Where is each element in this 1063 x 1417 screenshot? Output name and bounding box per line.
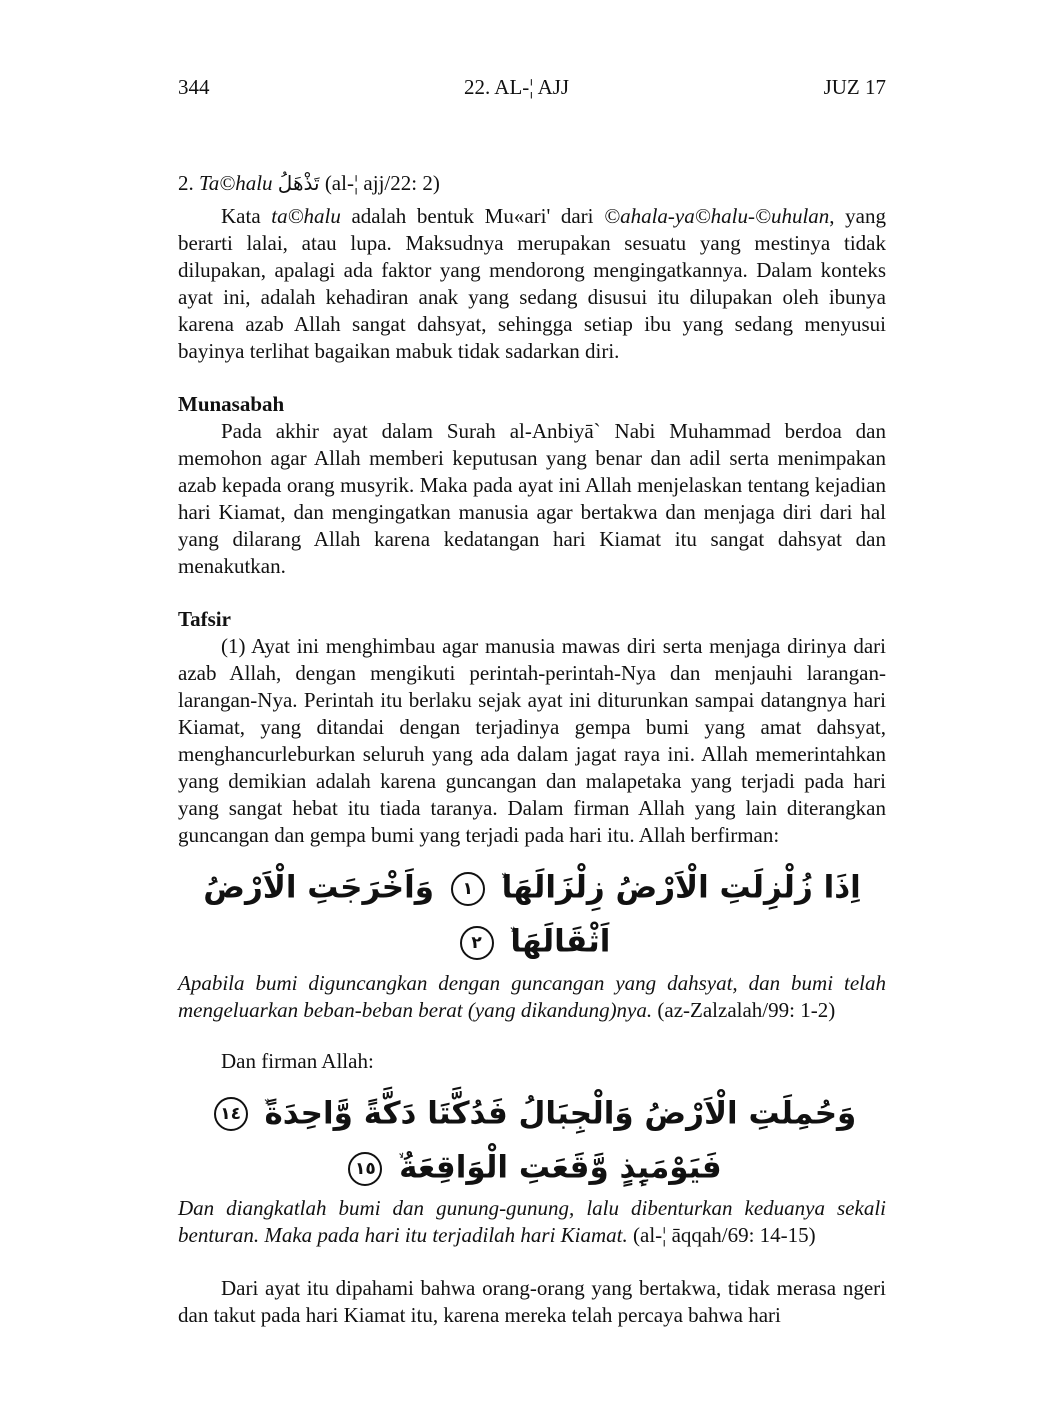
tafsir-paragraph: (1) Ayat ini menghimbau agar manusia mawas diri serta menjaga dirinya dari azab Allah, dengan mengikuti perintah-perintah-Nya dan menjauhi larangan-larangan-Nya. Perintah itu berlaku sejak ayat ini diturunkan sampai datangnya hari Kiamat, yang ditandai dengan terjadinya gempa bumi yang amat dahsyat, menghancurleburkan seluruh yang ada dalam jagat raya ini. Allah memerintahkan yang demikian adalah karena guncangan dan malapetaka yang terjadi pada hari yang sangat hebat itu tiada taranya. Dalam firman Allah yang lain diterangkan guncangan dan gempa bumi yang terjadi pada hari itu. Allah berfirman: [178,634,886,847]
ayah-number-1: ١ [451,872,485,906]
closing-paragraph: Dari ayat itu dipahami bahwa orang-orang yang bertakwa, tidak merasa ngeri dan takut pada hari Kiamat itu, karena mereka telah percaya bahwa hari [178,1276,886,1328]
vocab-paragraph: Kata ta©halu adalah bentuk Mu«ari' dari ©ahala-ya©halu-©uhulan, yang berarti lalai, atau lupa. Maksudnya merupakan sesuatu yang mestinya tidak dilupakan, apalagi ada faktor yang mendorong mengingatkannya. Dalam konteks ayat ini, adalah kehadiran anak yang sedang disusui itu dilupakan oleh ibunya karena azab Allah sangat dahsyat, sehingga setiap ibu yang sedang menyusui bayinya terlihat bagaikan mabuk tidak sadarkan diri. [178,204,886,363]
munasabah-paragraph: Pada akhir ayat dalam Surah al-Anbiyā` Nabi Muhammad berdoa dan memohon agar Allah memberi keputusan yang benar dan adil serta menimpakan azab kepada orang musyrik. Maka pada ayat ini Allah menjelaskan tentang kejadian hari Kiamat, dan mengingatkan manusia agar bertakwa dan menjaga diri dari hal yang dilarang Allah karena kedatangan hari Kiamat itu sangat dahsyat dan menakutkan. [178,419,886,578]
verse-ref-1: (az-Zalzalah/99: 1-2) [652,997,836,1022]
running-header [178,72,886,102]
quran-verse-haqqah [178,1083,886,1192]
intro-firman: Dan firman Allah: [221,1048,374,1073]
ayah-number-14: ١٤ [214,1097,248,1131]
vocab-ref: (al-¦ ajj/22: 2) [324,171,440,195]
tafsir-heading: Tafsir [178,607,231,631]
juz-label: JUZ 17 [823,75,886,99]
verse-ref-2: (al-¦ āqqah/69: 14-15) [627,1223,816,1248]
verse-translation-2: Dan diangkatlah bumi dan gunung-gunung, lalu dibenturkan keduanya sekali benturan. Maka pada hari itu terjadilah hari Kiamat. (al-¦ āqqah/69: 14-15) [178,1196,886,1248]
page-number: 344 [178,75,210,99]
verse-part-2: وَاَخْرَجَتِ الْاَرْضُ اَثْقَالَهَا [203,869,611,960]
quran-verse-zalzalah [178,857,886,966]
ayah-number-2: ٢ [460,926,494,960]
munasabah-heading: Munasabah [178,392,285,416]
verse-part-1: وَحُمِلَتِ الْاَرْضُ وَالْجِبَالُ فَدُكَّتَا دَكَّةً وَّاحِدَةً [264,1094,857,1131]
vocab-term: Ta©halu [199,171,273,195]
verse-part-2: فَيَوْمَىِٕذٍ وَّقَعَتِ الْوَاقِعَةُ [399,1149,722,1186]
vocab-entry: 2. Ta©halu تَذْهَلُ (al-¦ ajj/22: 2) [178,171,440,195]
vocab-arabic: تَذْهَلُ [277,171,320,195]
page [178,72,886,1329]
ayah-number-15: ١٥ [348,1152,382,1186]
verse-translation-1: Apabila bumi diguncangkan dengan guncangan yang dahsyat, dan bumi telah mengeluarkan beban-beban berat (yang dikandung)nya. (az-Zalzalah/99: 1-2) [178,970,886,1022]
chapter-title: 22. AL-¦ AJJ [463,75,570,99]
verse-part-1: اِذَا زُلْزِلَتِ الْاَرْضُ زِلْزَالَهَا [501,869,861,906]
